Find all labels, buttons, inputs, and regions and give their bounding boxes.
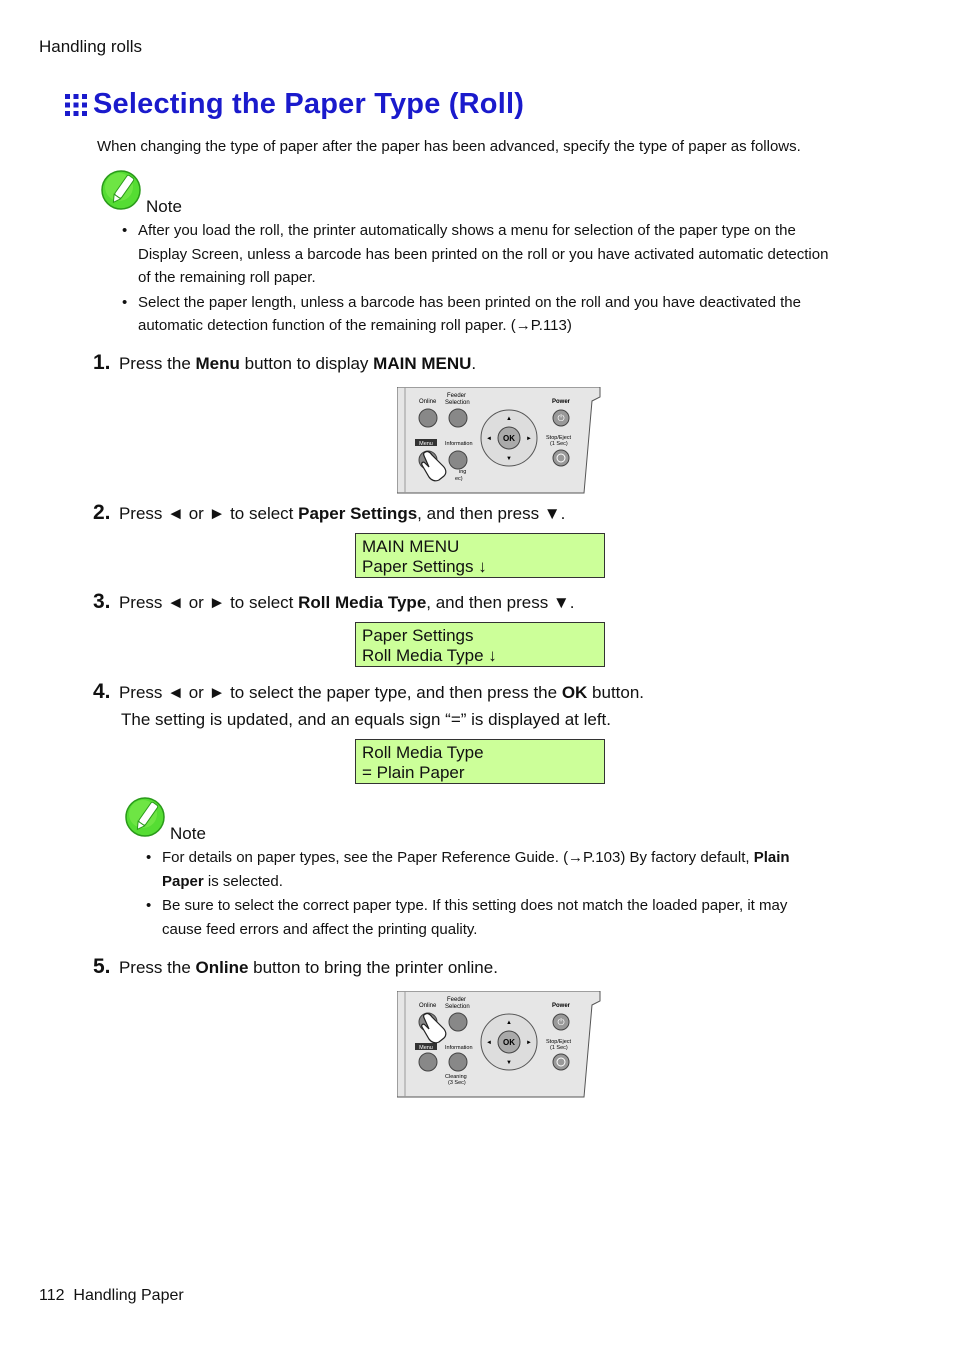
- stop-eject-button: [553, 1054, 569, 1070]
- control-panel-illustration-online: [397, 991, 602, 1099]
- ok-label: OK: [503, 1038, 515, 1047]
- list-item: • Be sure to select the correct paper type. If this setting does not match the loaded paper, it may cause feed errors and affect the printing quality.: [144, 894, 904, 941]
- power-icon: ⏻: [557, 413, 565, 423]
- stop-eject-label: Stop/Eject: [546, 435, 572, 441]
- online-label: Online: [419, 1003, 437, 1009]
- sec-partial-label: ec): [455, 476, 463, 482]
- running-header: Handling rolls: [39, 37, 142, 56]
- selection-label: Selection: [445, 400, 470, 406]
- cleaning-partial-label: ing: [459, 469, 467, 475]
- note-heading: [100, 170, 182, 214]
- left-arrow-icon: ◄: [486, 1040, 492, 1046]
- menu-button: [419, 1053, 437, 1071]
- step-4: 4. Press ◄ or ► to select the paper type, and then press the OK button.: [93, 680, 645, 703]
- control-panel-illustration-menu: [397, 387, 602, 495]
- lcd-display: Roll Media Type = Plain Paper: [355, 739, 605, 784]
- note-heading: [124, 797, 206, 841]
- left-arrow-icon: ◄: [486, 436, 492, 442]
- list-item: • For details on paper types, see the Paper Reference Guide. (→P.103) By factory default, Plain Paper is selected.: [144, 846, 904, 893]
- section-title-row: [64, 88, 524, 121]
- right-arrow-icon: ►: [526, 1040, 532, 1046]
- intro-paragraph: When changing the type of paper after the paper has been advanced, specify the type of paper as follows.: [97, 138, 801, 155]
- step-5: 5. Press the Online button to bring the printer online.: [93, 955, 498, 978]
- note-list: [144, 846, 904, 941]
- note-label: Note: [170, 824, 206, 843]
- power-icon: ⏻: [557, 1017, 565, 1027]
- step-2: 2. Press ◄ or ► to select Paper Settings, and then press ▼.: [93, 501, 566, 524]
- feeder-label: Feeder: [447, 997, 467, 1003]
- menu-label: Menu: [419, 1045, 433, 1051]
- note-list: [120, 219, 900, 338]
- page-footer: [39, 1287, 184, 1305]
- three-sec-label: (3 Sec): [448, 1080, 466, 1086]
- grid-icon: [64, 93, 88, 117]
- selection-label: Selection: [445, 1004, 470, 1010]
- step-4-result: The setting is updated, and an equals sign “=” is displayed at left.: [121, 710, 611, 729]
- page-title: Selecting the Paper Type (Roll): [93, 88, 525, 120]
- feeder-label: Feeder: [447, 393, 467, 399]
- stop-eject-label: Stop/Eject: [546, 1039, 572, 1045]
- note-label: Note: [146, 197, 182, 216]
- menu-label: Menu: [419, 441, 433, 447]
- information-button: [449, 451, 467, 469]
- lcd-display: MAIN MENU Paper Settings ↓: [355, 533, 605, 578]
- step-3: 3. Press ◄ or ► to select Roll Media Type, and then press ▼.: [93, 590, 575, 613]
- one-sec-label: (1 Sec): [550, 441, 568, 447]
- up-arrow-icon: ▲: [506, 416, 512, 422]
- information-button: [449, 1053, 467, 1071]
- down-arrow-icon: ▼: [506, 456, 512, 462]
- ok-label: OK: [503, 434, 515, 443]
- lcd-display: Paper Settings Roll Media Type ↓: [355, 622, 605, 667]
- one-sec-label: (1 Sec): [550, 1045, 568, 1051]
- online-button: [419, 409, 437, 427]
- page-number: 112: [39, 1287, 65, 1304]
- step-1: 1. Press the Menu button to display MAIN MENU.: [93, 351, 477, 374]
- feeder-selection-button: [449, 1013, 467, 1031]
- information-label: Information: [445, 441, 473, 447]
- pencil-note-icon: [124, 797, 168, 841]
- chapter-name: Handling Paper: [73, 1287, 184, 1304]
- power-label: Power: [552, 1003, 571, 1009]
- stop-eject-button: [553, 450, 569, 466]
- down-arrow-icon: ▼: [506, 1060, 512, 1066]
- information-label: Information: [445, 1045, 473, 1051]
- right-arrow-icon: ►: [526, 436, 532, 442]
- power-label: Power: [552, 399, 571, 405]
- list-item: • Select the paper length, unless a barcode has been printed on the roll and you have deactivated the automatic detection function of the remaining roll paper. (→P.113): [120, 291, 900, 338]
- list-item: • After you load the roll, the printer automatically shows a menu for selection of the paper type on the Display Screen, unless a barcode has been printed on the roll or you have activated automatic detection of the remaining roll paper.: [120, 219, 900, 290]
- pencil-note-icon: [100, 170, 144, 214]
- up-arrow-icon: ▲: [506, 1020, 512, 1026]
- online-label: Online: [419, 399, 437, 405]
- cleaning-label: Cleaning: [445, 1074, 467, 1080]
- feeder-selection-button: [449, 409, 467, 427]
